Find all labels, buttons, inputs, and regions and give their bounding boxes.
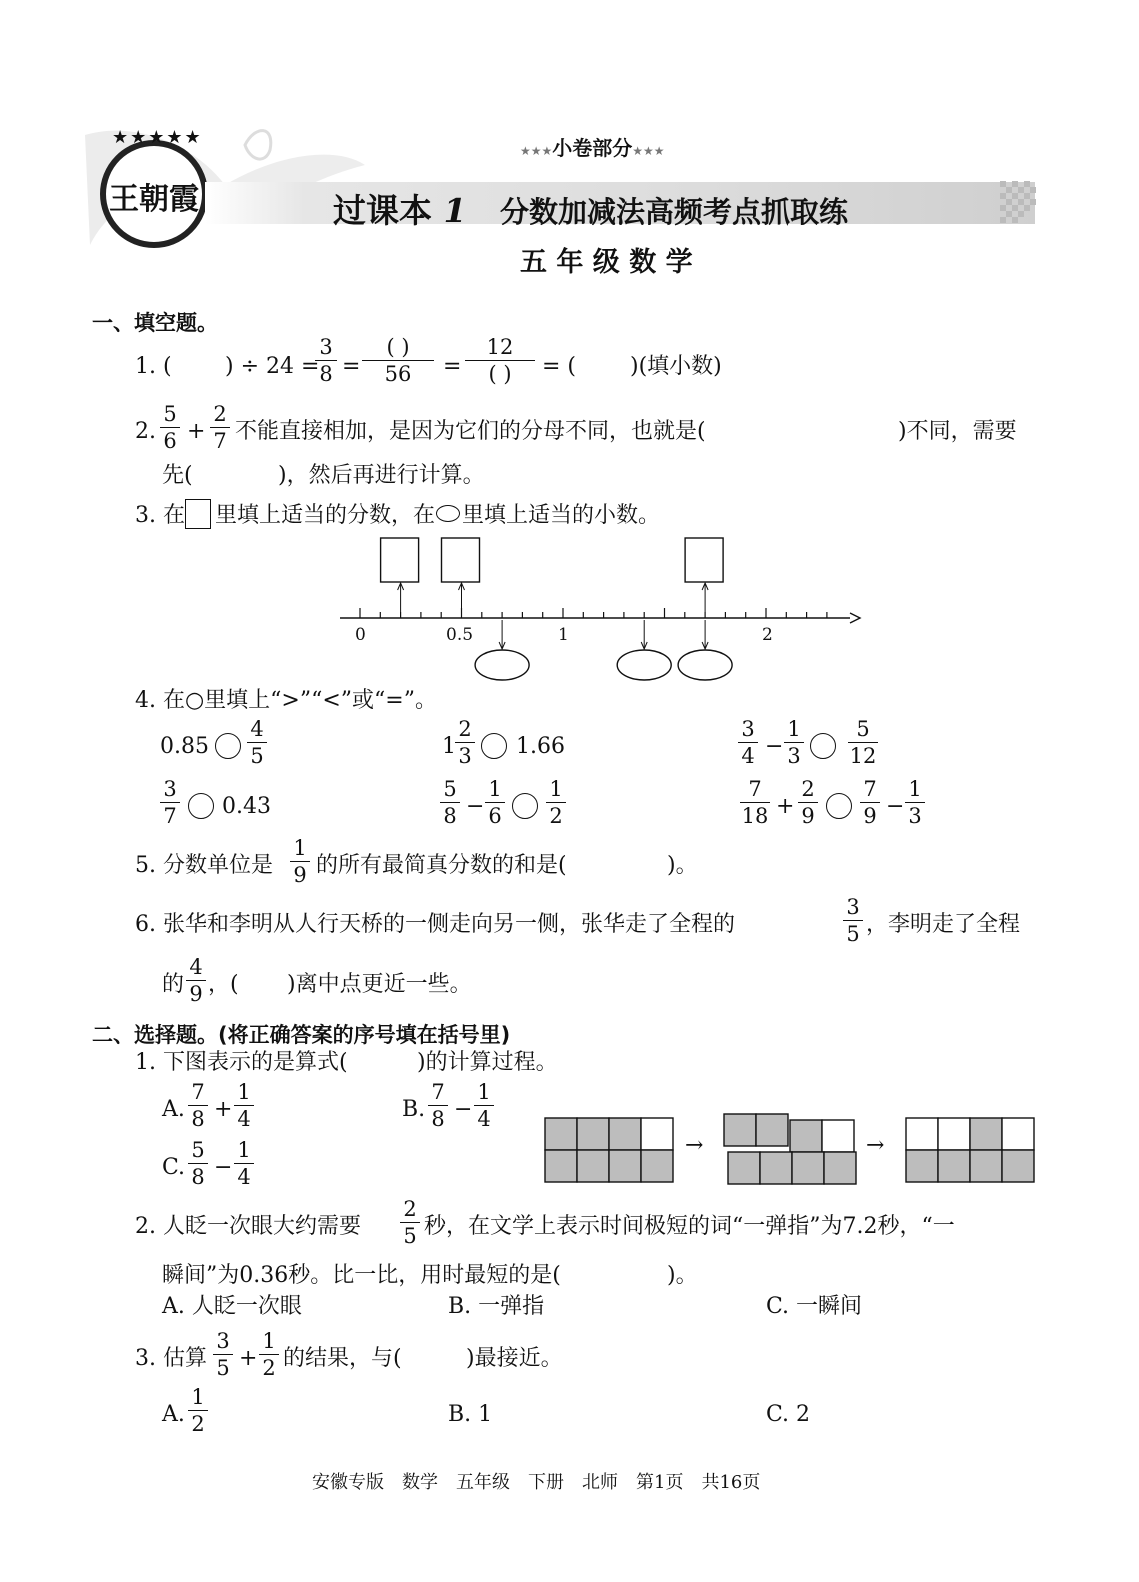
q2-num: 2. [135,419,156,444]
q4-r2c2-circle [512,793,538,819]
tag-text: 小卷部分 [552,136,633,160]
grid-cell-moved [756,1114,788,1146]
grid-arrow-2: → [866,1133,885,1158]
grid-cell-moved [724,1114,756,1146]
denominator: 6 [488,804,502,828]
q1-frac3 [465,337,535,385]
q2-frac1 [160,404,180,452]
q2-plus: + [187,419,206,444]
grid-cell [760,1152,792,1184]
s2q3-op: + [239,1346,258,1371]
q4-r2c3-frac3 [860,779,880,827]
q1-eq3: = ( [542,354,577,379]
s2q1-optA-label: A. [162,1097,185,1122]
q5-part-b: 的所有最简真分数的和是( [316,853,567,878]
q6-part-d: ，( [208,972,239,997]
denominator: 9 [801,804,815,828]
s2q2-option-c: C. 一瞬间 [766,1294,863,1319]
numerator: 4 [186,957,206,981]
numerator: 1 [234,1140,254,1164]
q2-line2b: )，然后再进行计算。 [278,463,485,488]
denominator: 5 [216,1356,230,1380]
q4-r1c2-frac [455,719,475,767]
denominator: 5 [250,744,264,768]
q1-frac1 [315,337,337,385]
logo-seal [100,140,208,248]
answer-box [442,538,480,582]
grid-cell [906,1118,938,1150]
denominator: 6 [163,429,177,453]
numerator: 1 [259,1331,279,1355]
denominator: 8 [431,1107,445,1131]
grid-cell [545,1150,577,1182]
denominator: 7 [163,804,177,828]
page-footer: 安徽专版 数学 五年级 下册 北师 第1页 共16页 [312,1472,761,1493]
numerator: 7 [740,779,770,803]
s2q3-part-a: 3. 估算 [135,1346,207,1371]
q1-part1: ) ÷ 24 = [225,354,320,379]
denominator: 2 [549,804,563,828]
section1-heading: 一、填空题。 [92,311,218,335]
q4-r1c3-circle [810,733,836,759]
q6-frac2 [186,957,206,1005]
q5-frac [290,838,310,886]
answer-oval [617,650,671,680]
s2q3-part-c: )最接近。 [466,1346,563,1371]
q4-r2c1-circle [188,793,214,819]
numerator: 7 [860,779,880,803]
s2q3-option-a-frac [188,1387,208,1435]
q4-intro: 4. 在○里填上“>”“<”或“=”。 [135,688,437,713]
denominator: 4 [237,1107,251,1131]
s2q3-frac1 [213,1331,233,1379]
numerator: 1 [188,1387,208,1411]
answer-oval [475,650,529,680]
q4-r1c1-frac [247,719,267,767]
q4-r2c3-frac4 [905,779,925,827]
grid-cell [822,1120,854,1152]
numerator: 3 [315,337,337,361]
grid-cell [641,1118,673,1150]
s2q1-optC-frac2 [234,1140,254,1188]
q4-r2c1-frac [160,779,180,827]
denominator: 4 [237,1165,251,1189]
q4-r2c2-op: − [466,794,485,819]
q1-start: 1. ( [135,354,172,379]
numerator: 5 [848,719,878,743]
s2q1-part-b: )的计算过程。 [417,1050,558,1075]
denominator: 7 [213,429,227,453]
s2q1-part-a: 1. 下图表示的是算式( [135,1050,348,1075]
s2q3-frac2 [259,1331,279,1379]
q5-part-a: 5. 分数单位是 [135,853,273,878]
q4-r2c3-op1: + [776,794,795,819]
s2q2-option-a: A. 人眨一次眼 [162,1294,302,1319]
s2q3-option-b: B. 1 [448,1402,493,1427]
numerator: 4 [247,719,267,743]
q2-text2: )不同，需要 [898,419,1017,444]
nl-label-0: 0 [355,625,366,645]
s2q1-optC-frac1 [188,1140,208,1188]
grid-cell [792,1152,824,1184]
numerator: 3 [160,779,180,803]
s2q1-optB-frac1 [428,1082,448,1130]
q6-part-b: ，李明走了全程 [866,912,1021,937]
denominator: 4 [741,744,755,768]
q1-eq1: = [342,354,361,379]
q4-r1c3-frac1 [738,719,758,767]
numerator: 7 [428,1082,448,1106]
answer-oval [678,650,732,680]
denominator: 3 [787,744,801,768]
q4-r1c3-frac3 [848,719,878,767]
s2q1-optC-op: − [214,1155,233,1180]
q6-part-a: 6. 张华和李明从人行天桥的一侧走向另一侧，张华走了全程的 [135,912,735,937]
grid-cell [545,1118,577,1150]
nl-label-2: 2 [762,625,773,645]
grid-cell [609,1150,641,1182]
s2q2-option-b: B. 一弹指 [448,1294,545,1319]
grid-cell [577,1150,609,1182]
tag-stars-right: ★★★ [632,144,665,158]
denominator: 8 [191,1107,205,1131]
answer-box [685,538,723,582]
numerator: 3 [738,719,758,743]
q3-inline-square [185,499,211,529]
grid-cell [577,1118,609,1150]
q3-part-b: 里填上适当的分数，在 [215,503,436,528]
numerator: ( ) [362,337,434,361]
q4-r2c1-right: 0.43 [222,794,271,819]
q4-r1c3-frac2 [784,719,804,767]
numerator: 1 [485,779,505,803]
page-title [333,185,848,232]
q4-r2c3-frac1 [740,779,770,827]
q4-r2c3-op2: − [886,794,905,819]
denominator: 5 [403,1224,417,1248]
q4-r2c3-circle [826,793,852,819]
q1-frac2 [362,337,434,385]
q4-r1c2-whole: 1 [442,734,456,759]
q6-frac1 [843,897,863,945]
page-subtitle: 五 年 级 数 学 [520,247,693,278]
q3-part-a: 3. 在 [135,503,185,528]
numerator: 3 [843,897,863,921]
denominator: 9 [863,804,877,828]
numerator: 2 [210,404,230,428]
s2q3-option-a-label: A. [162,1402,185,1427]
denominator: 18 [741,804,769,828]
grid-cell [824,1152,856,1184]
numerator: 1 [905,779,925,803]
q2-text1: 不能直接相加，是因为它们的分母不同，也就是( [235,419,706,444]
numerator: 1 [474,1082,494,1106]
denominator: 8 [191,1165,205,1189]
grid-cell [906,1150,938,1182]
numerator: 1 [234,1082,254,1106]
q2-frac2 [210,404,230,452]
numerator: 7 [188,1082,208,1106]
s2q2-frac [400,1199,420,1247]
grid-cell [609,1118,641,1150]
numerator: 12 [465,337,535,361]
s2q1-optB-frac2 [474,1082,494,1130]
numerator: 2 [455,719,475,743]
s2q3-option-c: C. 2 [766,1402,811,1427]
numerator: 2 [400,1199,420,1223]
q4-r2c3-frac2 [798,779,818,827]
denominator: 8 [319,362,333,386]
grid-cell [641,1150,673,1182]
s2q1-optA-op: + [214,1097,233,1122]
s2q1-optC-label: C. [162,1155,186,1180]
numerator: 5 [440,779,460,803]
nl-label-0.5: 0.5 [446,625,474,645]
q4-r2c2-frac3 [546,779,566,827]
s2q2-part-a: 2. 人眨一次眼大约需要 [135,1214,361,1239]
denominator: 9 [189,982,203,1006]
numerator: 3 [213,1331,233,1355]
tag-stars-left: ★★★ [520,144,553,158]
s2q2-part-c: 瞬间”为0.36秒。比一比，用时最短的是( [162,1263,561,1288]
denominator: ( ) [488,362,512,386]
numerator: 5 [188,1140,208,1164]
q6-part-c: 的 [162,972,185,997]
title-prefix: 过课本 [333,191,432,230]
denominator: 2 [262,1356,276,1380]
s2q1-optA-frac1 [188,1082,208,1130]
numerator: 1 [784,719,804,743]
s2q1-optB-label: B. [402,1097,426,1122]
denominator: 4 [477,1107,491,1131]
s2q2-part-b: 秒，在文学上表示时间极短的词“一弹指”为7.2秒，“一 [424,1214,955,1239]
grid-cell [970,1118,1002,1150]
s2q3-part-b: 的结果，与( [283,1346,402,1371]
section-tag [520,132,665,161]
grid-cell [938,1150,970,1182]
numerator: 1 [290,838,310,862]
s2q1-optA-frac2 [234,1082,254,1130]
q1-end: )(填小数) [630,354,722,379]
title-number: 1 [443,191,467,230]
q4-r1c2-circle [481,733,507,759]
grid-cell [728,1152,760,1184]
nl-label-1: 1 [558,625,569,645]
q2-line2a: 先( [162,463,193,488]
denominator: 12 [849,744,877,768]
grid-cell [938,1118,970,1150]
grid-cell [790,1120,822,1152]
denominator: 3 [908,804,922,828]
numerator: 2 [798,779,818,803]
grid-cell [970,1150,1002,1182]
denominator: 8 [443,804,457,828]
number-line-arrowhead [850,613,860,623]
q1-eq2: = [443,354,462,379]
denominator: 56 [384,362,412,386]
denominator: 9 [293,863,307,887]
q6-part-e: )离中点更近一些。 [287,972,472,997]
q4-r1c2-right: 1.66 [516,734,565,759]
title-main: 分数加减法高频考点抓取练 [499,195,848,229]
q4-r1c3-op: − [765,734,784,759]
s2q2-part-e: )。 [667,1263,698,1288]
q5-part-c: )。 [667,853,698,878]
denominator: 5 [846,922,860,946]
q4-r1c1-left: 0.85 [160,734,209,759]
q3-inline-oval [436,505,460,522]
denominator: 3 [458,744,472,768]
logo-text: 王朝霞 [109,182,199,217]
grid-cell [1002,1150,1034,1182]
section2-heading: 二、选择题。(将正确答案的序号填在括号里) [92,1023,511,1047]
numerator: 5 [160,404,180,428]
logo-stars: ★★★★★ [112,127,203,148]
q4-r1c1-circle [215,733,241,759]
denominator: 2 [191,1412,205,1436]
q3-part-c: 里填上适当的小数。 [462,503,661,528]
q4-r2c2-frac1 [440,779,460,827]
s2q1-optB-op: − [454,1097,473,1122]
grid-cell [1002,1118,1034,1150]
grid-arrow-1: → [685,1133,704,1158]
numerator: 1 [546,779,566,803]
q4-r2c2-frac2 [485,779,505,827]
answer-box [381,538,419,582]
